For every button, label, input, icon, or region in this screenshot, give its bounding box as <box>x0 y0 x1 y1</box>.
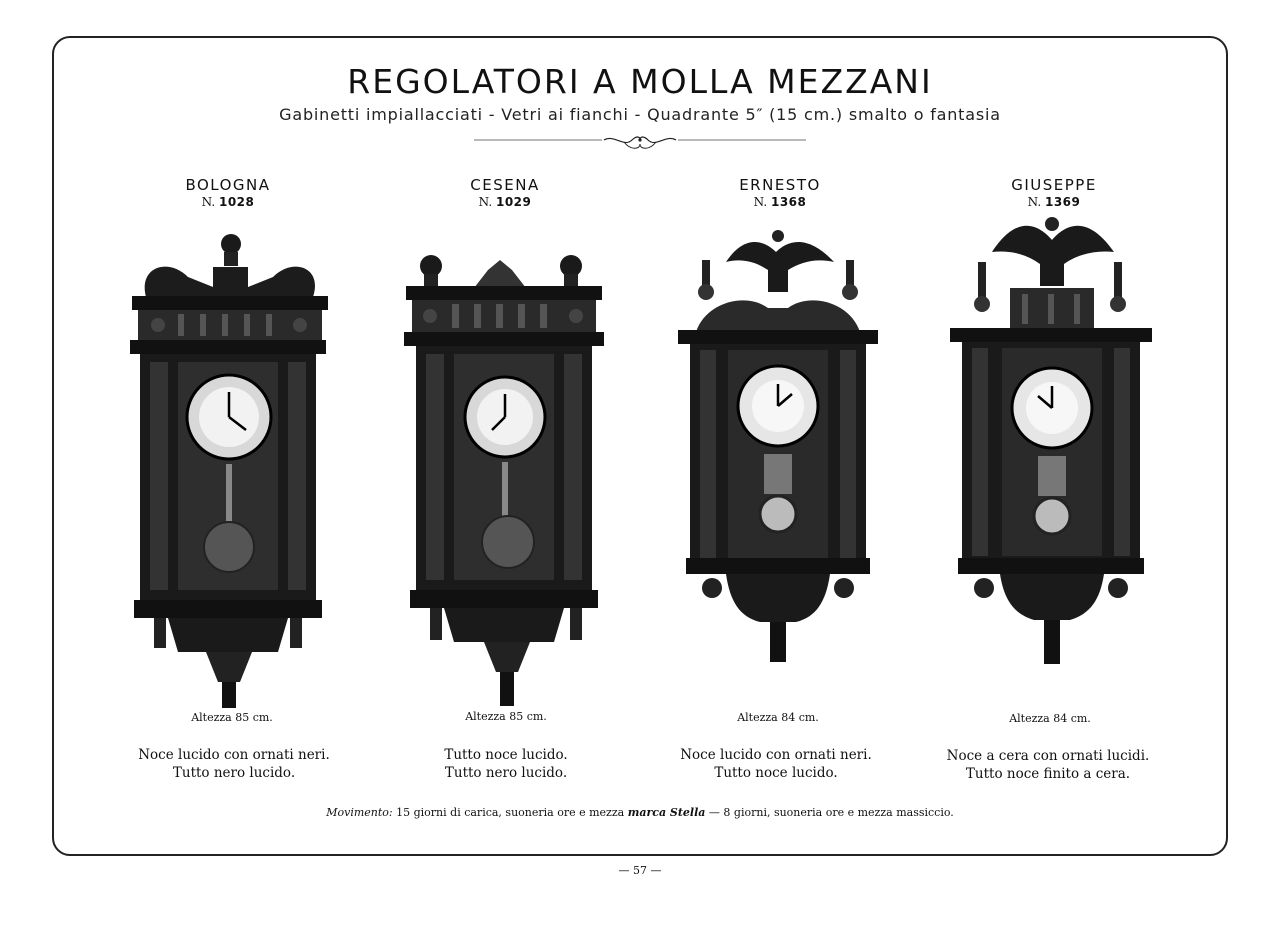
clock-name: CESENA <box>470 176 540 194</box>
clock-height: Altezza 84 cm. <box>737 711 819 724</box>
clock-description: Noce a cera con ornati lucidi. Tutto noce finito a cera. <box>946 748 1150 782</box>
clock-height: Altezza 84 cm. <box>1009 712 1091 725</box>
page-number: — 57 — <box>618 864 662 877</box>
movement-note: Movimento: 15 giorni di carica, suoneria ore e mezza marca Stella — 8 giorni, suoneria ore e mezza massiccio. <box>326 806 954 819</box>
clock-header-bologna <box>98 176 358 209</box>
clock-description: Noce lucido con ornati neri. Tutto nero lucido. <box>138 747 330 781</box>
clock-header-giuseppe <box>924 176 1184 209</box>
clock-number: N. 1368 <box>753 195 807 209</box>
clock-name: ERNESTO <box>739 176 821 194</box>
ornament-divider-icon <box>474 134 806 154</box>
clock-giuseppe-image <box>948 212 1154 672</box>
brand-name: marca Stella <box>627 806 706 819</box>
clock-cesena-image <box>404 252 604 712</box>
clock-ernesto-image <box>676 222 880 672</box>
clock-header-cesena <box>375 176 635 209</box>
clock-header-ernesto <box>650 176 910 209</box>
clock-description: Noce lucido con ornati neri. Tutto noce lucido. <box>680 747 872 781</box>
clock-bologna-image <box>128 232 328 712</box>
clock-number: N. 1029 <box>478 195 532 209</box>
clock-name: BOLOGNA <box>185 176 271 194</box>
movement-label: Movimento: <box>326 806 393 819</box>
clock-height: Altezza 85 cm. <box>465 710 547 723</box>
clock-description: Tutto noce lucido. Tutto nero lucido. <box>444 747 568 781</box>
clock-number: N. 1028 <box>201 195 255 209</box>
clock-height: Altezza 85 cm. <box>191 711 273 724</box>
page-title: REGOLATORI A MOLLA MEZZANI <box>347 62 933 101</box>
page-subtitle: Gabinetti impiallacciati - Vetri ai fianchi - Quadrante 5″ (15 cm.) smalto o fantasia <box>279 105 1001 124</box>
clock-number: N. 1369 <box>1027 195 1081 209</box>
clock-name: GIUSEPPE <box>1011 176 1097 194</box>
